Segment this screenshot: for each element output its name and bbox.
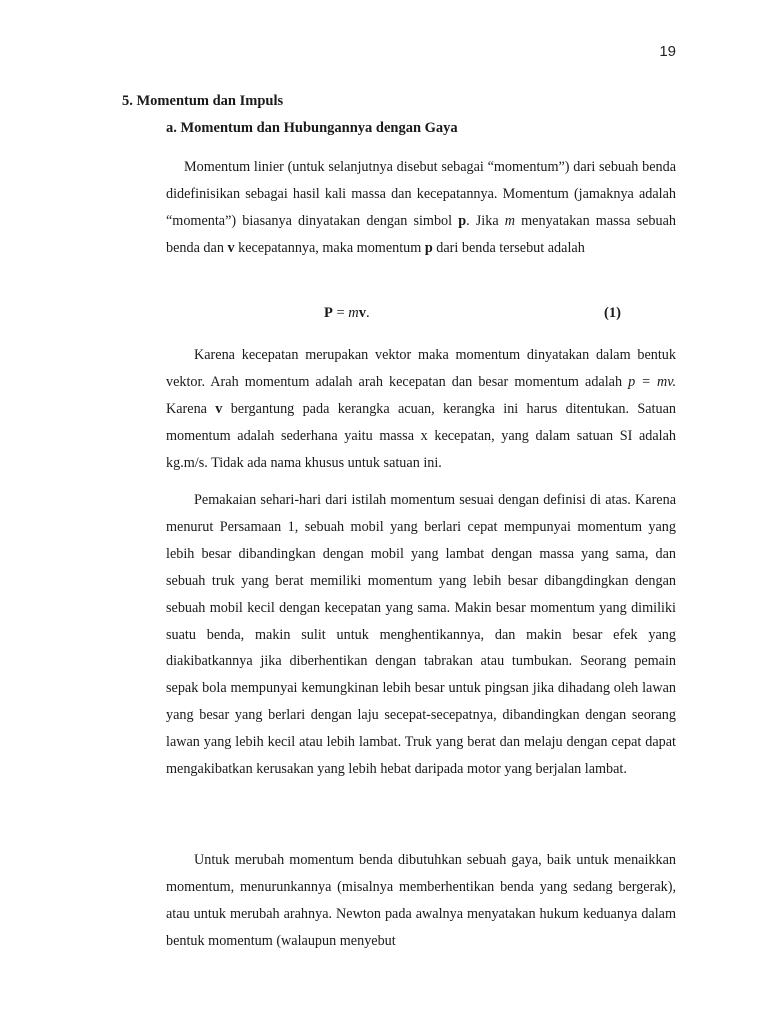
text-run: Karena	[166, 400, 216, 417]
text-run: . Jika	[466, 212, 505, 229]
paragraph-everyday-usage	[166, 487, 676, 783]
text-run: Karena kecepatan merupakan vektor maka momentum dinyatakan dalam bentuk vektor. Arah momentum adalah arah kecepatan dan besar momentum adalah	[166, 347, 676, 390]
symbol-v: v	[227, 239, 235, 256]
symbol-v: v	[215, 400, 223, 417]
section-heading: 5. Momentum dan Impuls	[122, 93, 284, 109]
symbol-m: m	[504, 212, 516, 229]
equation-m: m	[348, 305, 359, 321]
symbol-p: p	[424, 239, 433, 256]
text-run: bergantung pada kerangka acuan, kerangka ini harus ditentukan. Satuan momentum adalah sederhana yaitu massa x kecepatan, yang dalam satuan SI adalah kg.m/s. Tidak ada nama khusus untuk satuan ini.	[166, 400, 676, 471]
text-run: Momentum linier (untuk selanjutnya disebut sebagai “momentum”) dari sebuah benda didefinisikan sebagai hasil kali massa dan kecepatannya. Momentum (jamaknya adalah “momenta”) biasanya dinyatakan dengan simbol	[166, 159, 676, 229]
equation-equals: =	[332, 305, 349, 321]
paragraph-force-change	[166, 847, 676, 955]
paragraph-text	[166, 154, 676, 262]
paragraph-momentum-definition	[166, 154, 676, 262]
formula-p-mv: p = mv.	[628, 373, 676, 390]
text-run: menyatakan massa sebuah benda dan	[166, 212, 676, 256]
subsection-heading: a. Momentum dan Hubungannya dengan Gaya	[166, 120, 458, 136]
paragraph-momentum-vector	[166, 342, 676, 477]
paragraph-text: Pemakaian sehari-hari dari istilah momentum sesuai dengan definisi di atas. Karena menurut Persamaan 1, sebuah mobil yang berlari cepat mempunyai momentum yang lebih besar dibandingkan dengan mobil yang lambat dengan massa yang sama, dan sebuah truk yang berat memiliki momentum yang lebih besar dibangdingkan dengan sebuah mobil kecil dengan kecepatan yang sama. Makin besar momentum yang dimiliki suatu benda, makin sulit untuk menghentikannya, dan makin besar efek yang diakibatkannya jika diberhentikan dengan tabrakan atau tumbukan. Seorang pemain sepak bola mempunyai kemungkinan lebih besar untuk pingsan jika dihadang oleh lawan yang besar yang berlari dengan laju secepat-secepatnya, dibandingkan dengan seorang lawan yang lebih kecil atau lebih lambat. Truk yang berat dan melaju dengan cepat dapat mengakibatkan kerusakan yang lebih hebat daripada motor yang berjalan lambat.	[166, 492, 676, 778]
equation-lhs: P	[324, 305, 333, 321]
equation-period: .	[366, 305, 370, 321]
text-run: kecepatannya, maka momentum	[234, 239, 425, 256]
text-run: dari benda tersebut adalah	[432, 239, 585, 256]
page-number: 19	[659, 43, 676, 60]
equation-number: (1)	[604, 305, 621, 321]
symbol-p: p	[458, 212, 467, 229]
equation-momentum	[324, 305, 370, 322]
paragraph-text	[166, 342, 676, 477]
equation-v: v	[358, 305, 367, 321]
paragraph-text: Untuk merubah momentum benda dibutuhkan sebuah gaya, baik untuk menaikkan momentum, menurunkannya (misalnya memberhentikan benda yang sedang bergerak), atau untuk merubah arahnya. Newton pada awalnya menyatakan hukum keduanya dalam bentuk momentum (walaupun menyebut	[166, 852, 676, 949]
